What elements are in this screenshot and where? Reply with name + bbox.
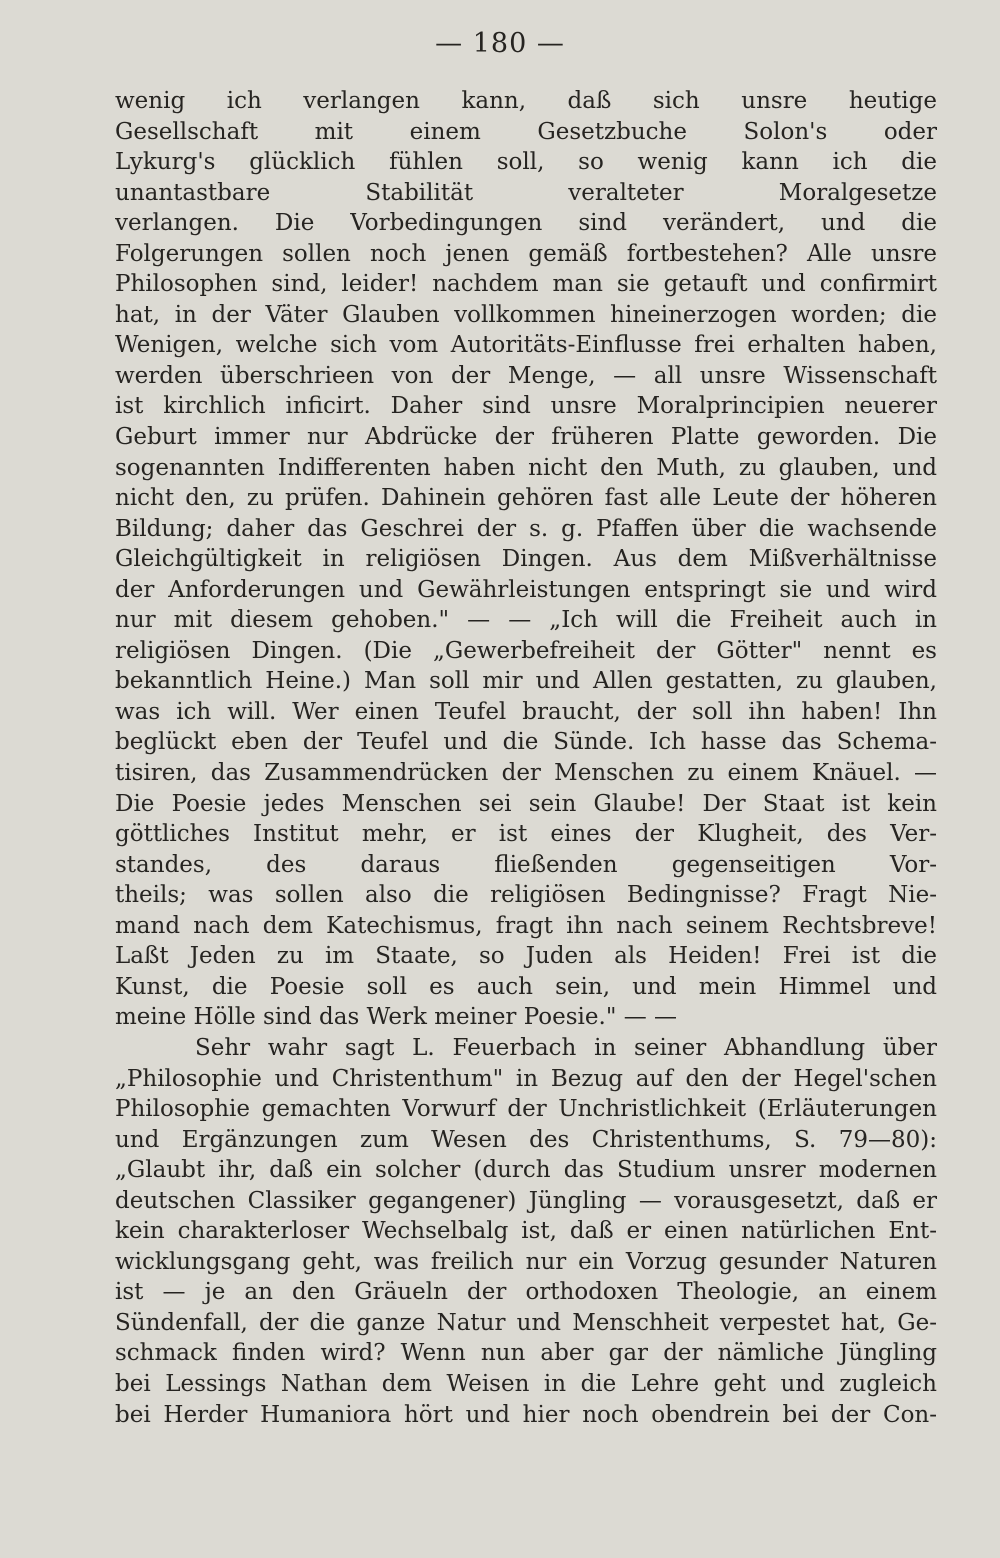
text-line: und Ergänzungen zum Wesen des Christenthums, S. 79—80): — [115, 1126, 937, 1153]
text-line: tisiren, das Zusammendrücken der Menschen zu einem Knäuel. — — [115, 760, 937, 787]
text-line: Sehr wahr sagt L. Feuerbach in seiner Abhandlung über — [195, 1034, 937, 1061]
text-line: Sündenfall, der die ganze Natur und Menschheit verpestet hat, Ge- — [115, 1309, 937, 1336]
text-line: wicklungsgang geht, was freilich nur ein Vorzug gesunder Naturen — [115, 1248, 937, 1275]
text-line: deutschen Classiker gegangener) Jüngling — vorausgesetzt, daß er — [115, 1187, 937, 1214]
text-line: werden überschrieen von der Menge, — all unsre Wissenschaft — [115, 362, 937, 389]
text-line: meine Hölle sind das Werk meiner Poesie." — — — [115, 1004, 678, 1031]
text-line: Geburt immer nur Abdrücke der früheren Platte geworden. Die — [115, 424, 937, 451]
text-line: Philosophen sind, leider! nachdem man sie getauft und confirmirt — [115, 271, 937, 298]
text-line: sogenannten Indifferenten haben nicht den Muth, zu glauben, und — [115, 454, 937, 481]
text-line: wenig ich verlangen kann, daß sich unsre heutige — [115, 88, 937, 114]
text-line: Gleichgültigkeit in religiösen Dingen. Aus dem Mißverhältnisse — [115, 546, 937, 573]
text-line: hat, in der Väter Glauben vollkommen hineinerzogen worden; die — [115, 301, 937, 328]
text-line: was ich will. Wer einen Teufel braucht, der soll ihn haben! Ihn — [115, 698, 937, 725]
text-line: bei Lessings Nathan dem Weisen in die Lehre geht und zugleich — [115, 1370, 937, 1397]
text-line: Gesellschaft mit einem Gesetzbuche Solon's oder — [115, 118, 937, 145]
text-line: ist kirchlich inficirt. Daher sind unsre Moralprincipien neuerer — [115, 393, 937, 420]
text-line: der Anforderungen und Gewährleistungen entspringt sie und wird — [115, 576, 937, 603]
text-line: bei Herder Humaniora hört und hier noch obendrein bei der Con- — [115, 1401, 937, 1428]
text-line: nur mit diesem gehoben." — — „Ich will die Freiheit auch in — [115, 607, 937, 634]
text-line: „Philosophie und Christenthum" in Bezug auf den der Hegel'schen — [115, 1065, 937, 1092]
text-line: Die Poesie jedes Menschen sei sein Glaube! Der Staat ist kein — [115, 790, 937, 817]
text-line: Lykurg's glücklich fühlen soll, so wenig kann ich die — [115, 149, 937, 176]
text-line: bekanntlich Heine.) Man soll mir und Allen gestatten, zu glauben, — [115, 668, 937, 695]
page-body-text — [115, 86, 937, 1430]
text-line: unantastbare Stabilität veralteter Moralgesetze — [115, 179, 937, 206]
text-line: religiösen Dingen. (Die „Gewerbefreiheit der Götter" nennt es — [115, 637, 937, 664]
text-line: göttliches Institut mehr, er ist eines der Klugheit, des Ver- — [115, 821, 937, 848]
text-line: beglückt eben der Teufel und die Sünde. Ich hasse das Schema- — [115, 729, 937, 756]
text-line: standes, des daraus fließenden gegenseitigen Vor- — [115, 851, 937, 878]
text-line: Laßt Jeden zu im Staate, so Juden als Heiden! Frei ist die — [115, 943, 937, 970]
text-line: Philosophie gemachten Vorwurf der Unchristlichkeit (Erläuterungen — [115, 1096, 937, 1123]
text-line: mand nach dem Katechismus, fragt ihn nach seinem Rechtsbreve! — [115, 912, 937, 939]
text-line: schmack finden wird? Wenn nun aber gar der nämliche Jüngling — [115, 1340, 937, 1367]
text-line: „Glaubt ihr, daß ein solcher (durch das Studium unsrer modernen — [115, 1157, 937, 1184]
text-line: Kunst, die Poesie soll es auch sein, und mein Himmel und — [115, 973, 937, 1000]
text-line: Folgerungen sollen noch jenen gemäß fortbestehen? Alle unsre — [115, 240, 937, 267]
text-line: theils; was sollen also die religiösen Bedingnisse? Fragt Nie- — [115, 882, 937, 909]
text-line: Bildung; daher das Geschrei der s. g. Pfaffen über die wachsende — [115, 515, 937, 542]
text-line: Wenigen, welche sich vom Autoritäts-Einflusse frei erhalten haben, — [115, 332, 937, 359]
text-line: kein charakterloser Wechselbalg ist, daß er einen natürlichen Ent- — [115, 1218, 937, 1245]
page-number: — 180 — — [435, 28, 565, 59]
text-line: ist — je an den Gräueln der orthodoxen Theologie, an einem — [115, 1279, 937, 1306]
text-line: nicht den, zu prüfen. Dahinein gehören fast alle Leute der höheren — [115, 485, 937, 512]
text-line: verlangen. Die Vorbedingungen sind verändert, und die — [115, 210, 937, 237]
